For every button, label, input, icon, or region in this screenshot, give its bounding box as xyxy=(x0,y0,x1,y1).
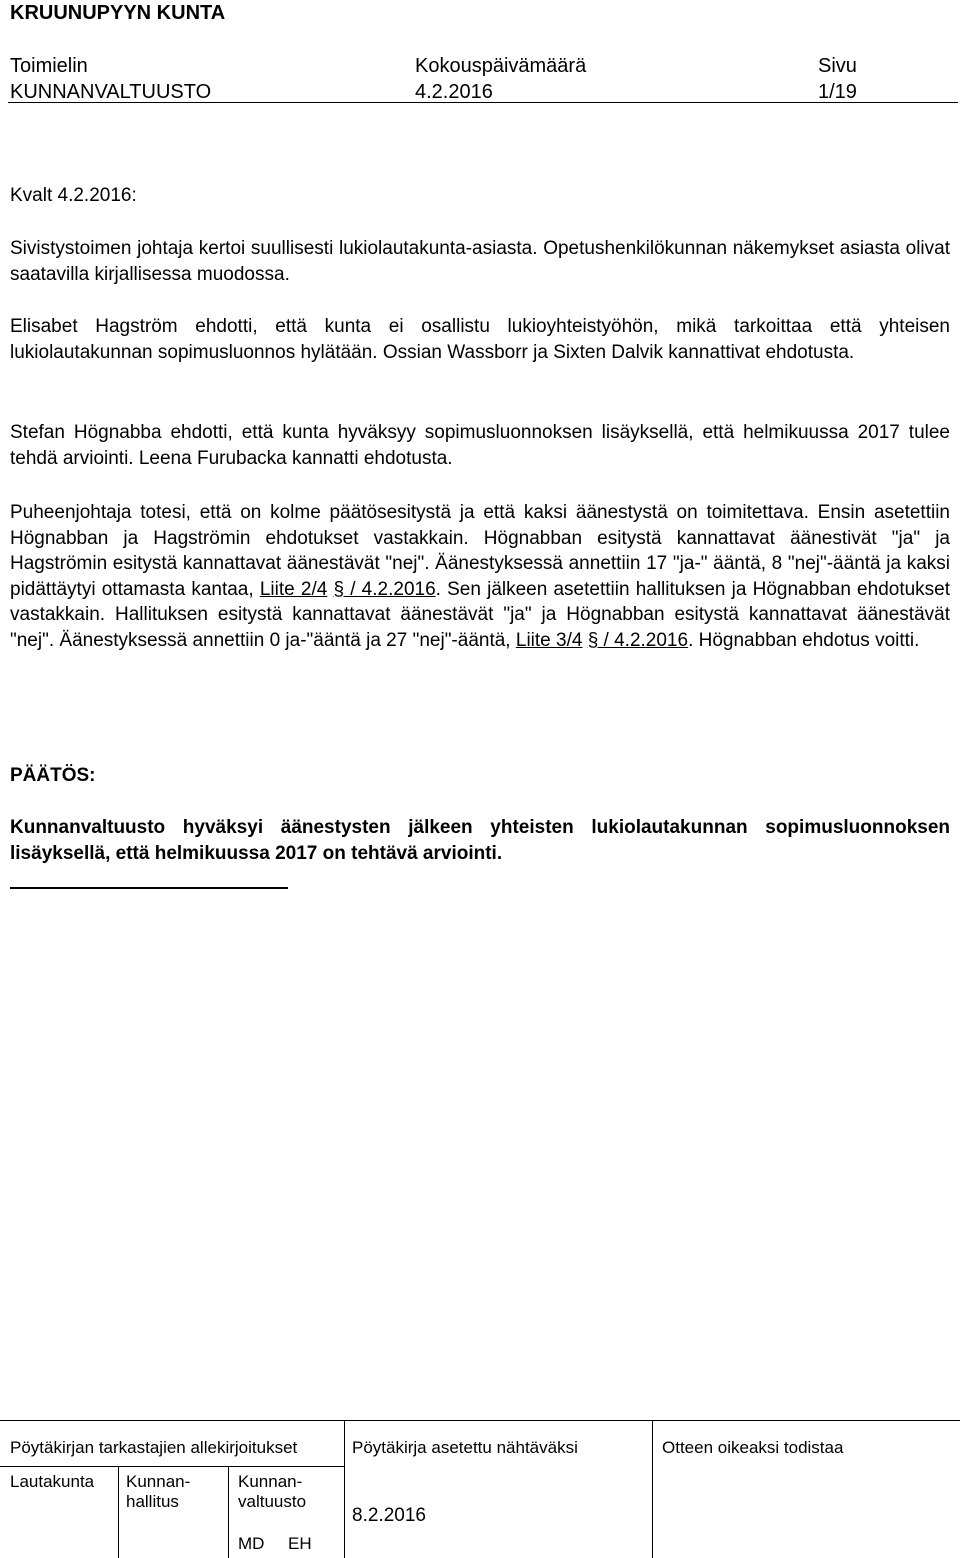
organ-value: KUNNANVALTUUSTO xyxy=(10,81,212,103)
footer-posted-title: Pöytäkirja asetettu nähtäväksi xyxy=(352,1438,578,1457)
footer-lautakunta: Lautakunta xyxy=(10,1472,95,1491)
footer-inner-divider xyxy=(0,1466,344,1467)
paragraph-1: Sivistystoimen johtaja kertoi suullisesti lukiolautakunta-asiasta. Opetushenkilökunnan näkemykset asiasta olivat saatavilla kirjallisessa muodossa. xyxy=(10,238,950,285)
paragraph-3: Stefan Högnabba ehdotti, että kunta hyväksyy sopimusluonnoksen lisäyksellä, että helmikuussa 2017 tulee tehdä arviointi. Leena Furubacka kannatti ehdotusta. xyxy=(10,422,950,469)
signature-line xyxy=(10,887,288,889)
footer-kunnanvaltuusto-line1: Kunnan- xyxy=(238,1472,303,1491)
attachment-link-2-4-date[interactable]: § / 4.2.2016 xyxy=(333,578,436,600)
footer-signature-col-2 xyxy=(228,1466,229,1558)
footer xyxy=(0,1420,960,1558)
attachment-link-2-4[interactable]: Liite 2/4 xyxy=(259,578,328,600)
header-divider xyxy=(8,102,958,103)
meeting-heading: Kvalt 4.2.2016: xyxy=(10,185,137,206)
footer-initials-md: MD xyxy=(238,1534,265,1553)
paragraph-4 xyxy=(10,500,950,653)
page-value: 1/19 xyxy=(818,81,857,103)
attachment-link-3-4[interactable]: Liite 3/4 xyxy=(515,629,583,651)
footer-signature-col-1 xyxy=(118,1466,119,1558)
organization-name: KRUUNUPYYN KUNTA xyxy=(10,2,226,24)
footer-certified-title: Otteen oikeaksi todistaa xyxy=(662,1438,844,1457)
footer-top-border xyxy=(0,1420,960,1421)
paragraph-2: Elisabet Hagström ehdotti, että kunta ei osallistu lukioyhteistyöhön, mikä tarkoittaa että yhteisen lukiolautakunnan sopimusluonnos hylätään. Ossian Wassborr ja Sixten Dalvik kannattivat ehdotusta. xyxy=(10,316,950,363)
date-value: 4.2.2016 xyxy=(415,81,493,103)
paragraph-4-part-a: Puheenjohtaja totesi, että on kolme päätösesitystä ja että kaksi äänestystä on toimitettava. Ensin asetettiin Högnabban ja Hagströmin ehdotukset vastakkain. Högnabban esitystä kannattavat äänestivät "ja" ja Hagströmin esitystä kannattavat äänestävät "nej". Äänestyksessä annettiin 17 "ja-" ääntä, 8 "nej"-ääntä ja kaksi pidättäytyi ottamasta kantaa, xyxy=(10,502,950,600)
date-label: Kokouspäivämäärä xyxy=(415,55,587,77)
attachment-link-3-4-date[interactable]: § / 4.2.2016 xyxy=(587,629,689,651)
organ-label: Toimielin xyxy=(10,55,88,77)
page-label: Sivu xyxy=(818,55,857,77)
footer-divider-2 xyxy=(652,1420,653,1558)
footer-kunnanhallitus-line2: hallitus xyxy=(126,1492,179,1511)
decision-label: PÄÄTÖS: xyxy=(10,765,96,786)
footer-posted-date: 8.2.2016 xyxy=(352,1505,426,1526)
footer-kunnanhallitus-line1: Kunnan- xyxy=(126,1472,191,1491)
footer-initials-eh: EH xyxy=(288,1534,312,1553)
footer-divider-1 xyxy=(344,1420,345,1558)
paragraph-4-part-c: . Högnabban ehdotus voitti. xyxy=(688,629,920,651)
footer-signatures-title: Pöytäkirjan tarkastajien allekirjoitukset xyxy=(10,1438,298,1457)
decision-text: Kunnanvaltuusto hyväksyi äänestysten jälkeen yhteisten lukiolautakunnan sopimusluonnoksen lisäyksellä, että helmikuussa 2017 on tehtävä arviointi. xyxy=(10,817,950,864)
footer-kunnanvaltuusto-line2: valtuusto xyxy=(238,1492,307,1511)
paragraph-4-part-b: . Sen jälkeen asetettiin hallituksen ja Högnabban ehdotukset vastakkain. Hallituksen esitystä kannattavat äänestävät "ja" ja Högnabban esitystä kannattavat äänestävät "nej". Äänestyksessä annettiin 0 ja-"ääntä ja 27 "nej"-ääntä, xyxy=(10,578,951,651)
